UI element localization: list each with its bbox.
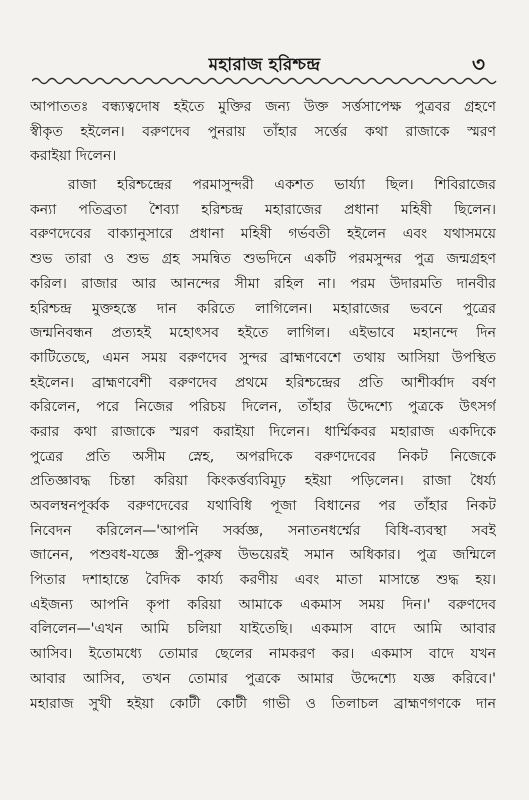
text-line: কন্যা পতিব্রতা শৈব্যা হরিশ্চন্দ্র মহারাজের প্রধানা মহিষী ছিলেন। [30, 201, 496, 218]
text-line: মহারাজ সুখী হইয়া কোটী কোটী গাভী ও তিলাচল ব্রাহ্মণগণকে দান [30, 695, 496, 712]
text-line: অবলম্বনপূর্ব্বক বরুণদেবের যথাবিধি পূজা বিধানের পর তাঁহার নিকট [30, 498, 496, 514]
wavy-divider [32, 74, 497, 88]
text-line: পিতার দশাহান্তে বৈদিক কার্য্য করণীয় এবং মাতা মাসান্তে শুদ্ধ হয়। [30, 572, 496, 589]
text-line: শুভ তারা ও শুভ গ্রহ সমন্বিত শুভদিনে একটি পরমসুন্দর পুত্র জন্মগ্রহণ [30, 251, 496, 268]
running-title: মহারাজ হরিশ্চন্দ্র [208, 55, 321, 75]
text-line: এইজন্য আপনি কৃপা করিয়া আমাকে একমাস সময় দিন।' বরুণদেব [30, 596, 496, 613]
text-line: হরিশ্চন্দ্র মুক্তহস্তে দান করিতে লাগিলেন। মহারাজের ভবনে পুত্রের [30, 300, 496, 317]
text-line: করার কথা রাজাকে স্মরণ করাইয়া দিলেন। ধার্ম্মিকবর মহারাজ একদিকে [30, 423, 496, 440]
text-line: করাইয়া দিলেন। [30, 148, 117, 165]
text-line: আসিব। ইতোমধ্যে তোমার ছেলের নামকরণ কর। একমাস বাদে যখন [30, 646, 496, 663]
text-line: আবার আসিব, তখন তোমার পুত্রকে আমার উদ্দেশ্যে যজ্ঞ করিবে।' [30, 670, 496, 687]
body-text [30, 95, 496, 716]
text-line: বলিলেন—'এখন আমি চলিয়া যাইতেছি। একমাস বাদে আমি আবার [30, 621, 496, 638]
text-line: কাটিতেছে, এমন সময় বরুণদেব সুন্দর ব্রাহ্মণবেশে তথায় আসিয়া উপস্থিত [30, 349, 496, 366]
text-line: রাজা হরিশ্চন্দ্রের পরমাসুন্দরী একশত ভার্য্যা ছিল। শিবিরাজের [68, 177, 496, 194]
text-line: প্রতিজ্ঞাবদ্ধ চিন্তা করিয়া কিংকর্ত্তব্যবিমূঢ় হইয়া পড়িলেন। রাজা ধৈর্য্য [30, 473, 496, 490]
text-line: জন্মনিবন্ধন প্রত্যহই মহোৎসব হইতে লাগিল। এইভাবে মহানন্দে দিন [30, 325, 496, 342]
page-number: ৩ [471, 52, 485, 76]
text-line: জানেন, পশুবধ-যজ্ঞে স্ত্রী-পুরুষ উভয়েরই সমান অধিকার। পুত্র জন্মিলে [30, 547, 496, 564]
text-line: আপাততঃ বন্ধ্যত্বদোষ হইতে মুক্তির জন্য উক্ত সর্ত্তসাপেক্ষ পুত্রবর গ্রহণে [30, 99, 496, 115]
text-line: হইলেন। ব্রাহ্মণবেশী বরুণদেব প্রথমে হরিশ্চন্দ্রের প্রতি আশীর্ব্বাদ বর্ষণ [30, 374, 496, 391]
text-line: স্বীকৃত হইলেন। বরুণদেব পুনরায় তাঁহার সর্ত্তের কথা রাজাকে স্মরণ [30, 123, 496, 140]
text-line: বরুণদেবের বাক্যানুসারে প্রধানা মহিষী গর্ভবতী হইলেন এবং যথাসময়ে [30, 226, 496, 243]
text-line: নিবেদন করিলেন—'আপনি সর্ব্বজ্ঞ, সনাতনধর্ম্মের বিধি-ব্যবস্থা সবই [30, 522, 496, 539]
text-line: করিল। রাজার আর আনন্দের সীমা রহিল না। পরম উদারমতি দানবীর [30, 275, 496, 292]
text-line: পুত্রের প্রতি অসীম স্নেহ, অপরদিকে বরুণদেবের নিকট নিজেকে [30, 448, 496, 465]
text-line: করিলেন, পরে নিজের পরিচয় দিলেন, তাঁহার উদ্দেশ্যে পুত্রকে উৎসর্গ [30, 399, 496, 416]
